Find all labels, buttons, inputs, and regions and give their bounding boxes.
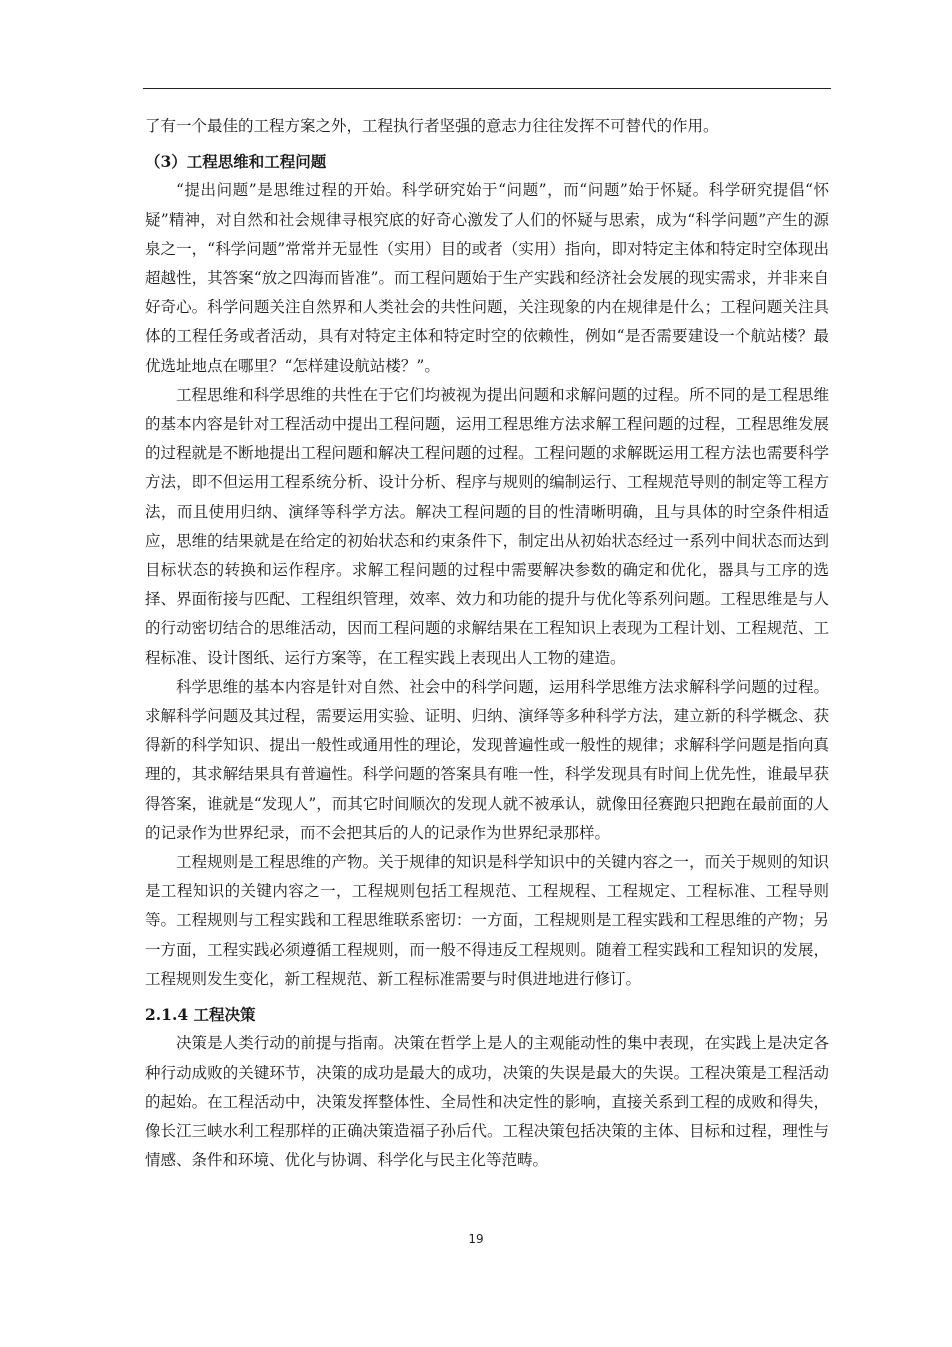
paragraph-engineering-rules: 工程规则是工程思维的产物。关于规律的知识是科学知识中的关键内容之一，而关于规则的知识是工程知识的关键内容之一，工程规则包括工程规范、工程规程、工程规定、工程标准、工程导则等。工程规则与工程实践和工程思维联系密切：一方面，工程规则是工程实践和工程思维的产物；另一方面，工程实践必须遵循工程规则，而一般不得违反工程规则。随着工程实践和工程知识的发展，工程规则发生变化，新工程规范、新工程标准需要与时俱进地进行修订。 [145, 853, 829, 988]
paragraph-scientific-thinking: 科学思维的基本内容是针对自然、社会中的科学问题，运用科学思维方法求解科学问题的过程。求解科学问题及其过程，需要运用实验、证明、归纳、演绎等多种科学方法，建立新的科学概念、获得新的科学知识、提出一般性或通用性的理论，发现普遍性或一般性的规律；求解科学问题是指向真理的，其求解结果具有普遍性。科学问题的答案具有唯一性，科学发现具有时间上优先性，谁最早获得答案，谁就是“发现人”，而其它时间顺次的发现人就不被承认，就像田径赛跑只把跑在最前面的人的记录作为世界纪录，而不会把其后的人的记录作为世界纪录那样。 [145, 677, 829, 842]
section-heading-engineering-decision: 2.1.4 工程决策 [145, 1005, 256, 1025]
paragraph-raising-questions: “提出问题”是思维过程的开始。科学研究始于“问题”，而“问题”始于怀疑。科学研究提倡“怀疑”精神，对自然和社会规律寻根究底的好奇心激发了人们的怀疑与思索，成为“科学问题”产生的源泉之一，“科学问题”常常并无显性（实用）目的或者（实用）指向，即对特定主体和特定时空体现出超越性，其答案“放之四海而皆准”。而工程问题始于生产实践和经济社会发展的现实需求，并非来自好奇心。科学问题关注自然界和人类社会的共性问题，关注现象的内在规律是什么；工程问题关注具体的工程任务或者活动，具有对特定主体和特定时空的依赖性，例如“是否需要建设一个航站楼？最优选址地点在哪里？“怎样建设航站楼？”。 [145, 181, 829, 375]
paragraph-decision-making: 决策是人类行动的前提与指南。决策在哲学上是人的主观能动性的集中表现，在实践上是决定各种行动成败的关键环节，决策的成功是最大的成功，决策的失误是最大的失误。工程决策是工程活动的起始。在工程活动中，决策发挥整体性、全局性和决定性的影响，直接关系到工程的成败和得失，像长江三峡水利工程那样的正确决策造福子孙后代。工程决策包括决策的主体、目标和过程，理性与情感、条件和环境、优化与协调、科学化与民主化等范畴。 [145, 1034, 829, 1170]
paragraph-engineering-vs-science-thinking: 工程思维和科学思维的共性在于它们均被视为提出问题和求解问题的过程。所不同的是工程思维的基本内容是针对工程活动中提出工程问题，运用工程思维方法求解工程问题的过程，工程思维发展的过程就是不断地提出工程问题和解决工程问题的过程。工程问题的求解既运用工程方法也需要科学方法，即不但运用工程系统分析、设计分析、程序与规则的编制运行、工程规范导则的制定等工程方法，而且使用归纳、演绎等科学方法。解决工程问题的目的性清晰明确，且与具体的时空条件相适应，思维的结果就是在给定的初始状态和约束条件下，制定出从初始状态经过一系列中间状态而达到目标状态的转换和运作程序。求解工程问题的过程中需要解决参数的确定和优化，器具与工序的选择、界面衔接与匹配、工程组织管理，效率、效力和功能的提升与优化等系列问题。工程思维是与人的行动密切结合的思维活动，因而工程问题的求解结果在工程知识上表现为工程计划、工程规范、工程标准、设计图纸、运行方案等，在工程实践上表现出人工物的建造。 [145, 385, 829, 667]
paragraph-continuation: 了有一个最佳的工程方案之外，工程执行者坚强的意志力往往发挥不可替代的作用。 [145, 117, 719, 135]
section-heading-engineering-thinking: （3）工程思维和工程问题 [145, 152, 327, 172]
page-body [145, 112, 829, 1175]
header-rule [143, 88, 831, 89]
page-number: 19 [468, 1232, 484, 1246]
